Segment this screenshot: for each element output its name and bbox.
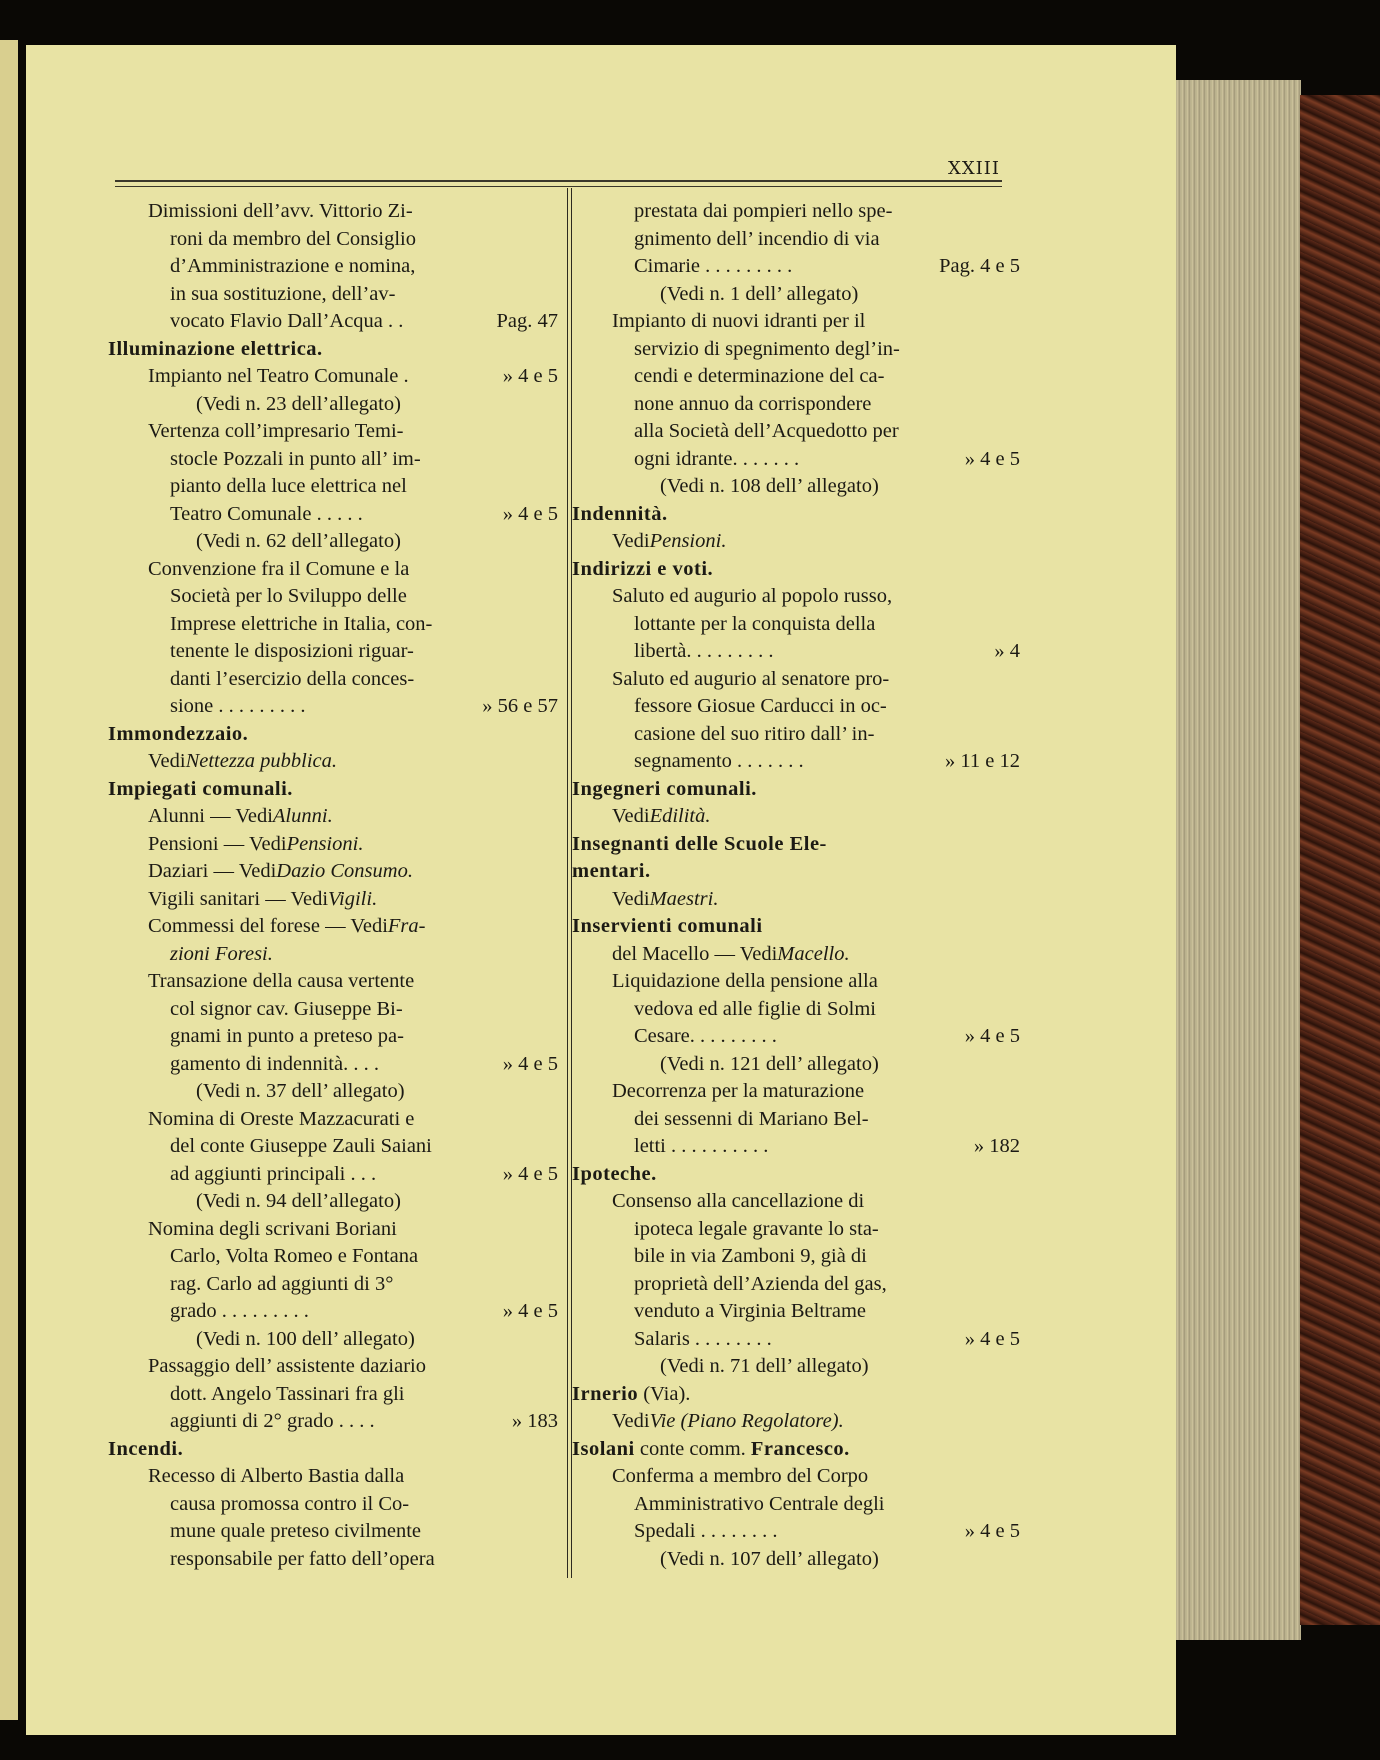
index-line xyxy=(108,501,558,529)
allegato-note xyxy=(108,528,558,556)
index-line xyxy=(108,308,558,336)
page-reference: » 183 xyxy=(511,1410,558,1432)
line-text: gnimento dell’ incendio di via xyxy=(634,227,880,250)
line-text: Ingegneri comunali. xyxy=(572,777,757,800)
index-line xyxy=(108,1051,558,1079)
index-line xyxy=(572,253,1020,281)
index-line xyxy=(572,391,1020,419)
index-line xyxy=(572,583,1020,611)
line-text: casione del suo ritiro dall’ in- xyxy=(634,722,875,745)
index-line xyxy=(572,721,1020,749)
line-text: fessore Giosue Carducci in oc- xyxy=(634,695,887,717)
index-line xyxy=(572,968,1020,996)
line-text: venduto a Virginia Beltrame xyxy=(634,1300,866,1322)
index-heading xyxy=(572,501,1020,529)
allegato-note xyxy=(572,281,1020,309)
line-text: tenente le disposizioni riguar- xyxy=(170,640,414,662)
line-text: Vedi xyxy=(612,887,650,910)
line-text: Recesso di Alberto Bastia dalla xyxy=(148,1465,405,1487)
index-heading xyxy=(572,913,1020,941)
line-text: Vertenza coll’impresario Temi- xyxy=(148,420,404,442)
index-line xyxy=(572,886,1020,914)
line-text: Cimarie . . . . . . . . . xyxy=(634,255,793,277)
page-reference: » 4 e 5 xyxy=(964,1327,1020,1350)
page-reference: » 182 xyxy=(973,1135,1020,1157)
line-text: vocato Flavio Dall’Acqua . . xyxy=(170,310,404,332)
index-heading xyxy=(108,776,558,804)
line-text: libertà. . . . . . . . . xyxy=(634,640,774,662)
index-heading xyxy=(572,556,1020,584)
index-line xyxy=(108,1023,558,1051)
line-text: Alunni — Vedi xyxy=(148,805,273,827)
index-line xyxy=(108,556,558,584)
index-line xyxy=(108,858,558,886)
line-text: responsabile per fatto dell’opera xyxy=(170,1547,435,1570)
page-number: XXIII xyxy=(948,158,1000,179)
index-heading xyxy=(572,1436,1020,1464)
cross-reference: Dazio Consumo. xyxy=(276,860,413,882)
index-line xyxy=(108,803,558,831)
index-line xyxy=(108,446,558,474)
line-plain-text: (Via). xyxy=(638,1382,691,1405)
allegato-note xyxy=(108,391,558,419)
line-text: alla Società dell’Acquedotto per xyxy=(634,420,899,442)
index-line xyxy=(572,1106,1020,1134)
index-line xyxy=(108,253,558,281)
line-text: Saluto ed augurio al senatore pro- xyxy=(612,667,890,690)
line-text: Amministrativo Centrale degli xyxy=(634,1492,885,1515)
index-heading xyxy=(572,858,1020,886)
index-line xyxy=(108,1243,558,1271)
line-text: Spedali . . . . . . . . xyxy=(634,1520,778,1542)
line-text: (Vedi n. 108 dell’ allegato) xyxy=(660,475,879,497)
index-line xyxy=(572,748,1020,776)
page-stack-edge xyxy=(1176,80,1301,1640)
line-text: danti l’esercizio della conces- xyxy=(170,667,415,690)
line-text: dott. Angelo Tassinari fra gli xyxy=(170,1382,405,1405)
line-text: Teatro Comunale . . . . . xyxy=(170,502,363,525)
line-text: del conte Giuseppe Zauli Saiani xyxy=(170,1135,432,1157)
line-text: Liquidazione della pensione alla xyxy=(612,970,878,992)
line-text: Cesare. . . . . . . . . xyxy=(634,1025,777,1047)
index-line xyxy=(108,1546,558,1574)
cross-reference: Alunni. xyxy=(272,805,333,827)
index-line xyxy=(572,1271,1020,1299)
index-line xyxy=(572,1243,1020,1271)
allegato-note xyxy=(108,1326,558,1354)
index-line xyxy=(108,666,558,694)
cross-reference: Pensioni. xyxy=(649,530,727,552)
index-line xyxy=(572,1408,1020,1436)
index-line xyxy=(108,1216,558,1244)
line-text: ogni idrante. . . . . . . xyxy=(634,447,800,470)
index-line xyxy=(108,226,558,254)
line-text: roni da membro del Consiglio xyxy=(170,227,416,250)
index-line xyxy=(572,666,1020,694)
index-line xyxy=(572,226,1020,254)
index-line xyxy=(108,1133,558,1161)
line-text: Impianto di nuovi idranti per il xyxy=(612,310,866,332)
line-text: Commessi del forese — Vedi xyxy=(148,915,388,937)
index-line xyxy=(108,693,558,721)
index-line xyxy=(572,1023,1020,1051)
line-text: causa promossa contro il Co- xyxy=(170,1492,410,1515)
line-text: Nomina di Oreste Mazzacurati e xyxy=(148,1107,415,1130)
index-line xyxy=(108,941,558,969)
index-line xyxy=(572,1078,1020,1106)
line-text: (Vedi n. 1 dell’ allegato) xyxy=(660,282,859,305)
index-line xyxy=(572,693,1020,721)
cross-reference: Fra- xyxy=(387,915,426,937)
line-text: Imprese elettriche in Italia, con- xyxy=(170,612,433,635)
cross-reference: Edilità. xyxy=(649,805,711,827)
line-text: Insegnanti delle Scuole Ele- xyxy=(572,832,827,855)
allegato-note xyxy=(572,1353,1020,1381)
page-reference: » 4 e 5 xyxy=(502,502,558,525)
marbled-cover xyxy=(1300,95,1380,1625)
index-heading xyxy=(108,1436,558,1464)
index-heading xyxy=(108,336,558,364)
index-line xyxy=(108,281,558,309)
index-line xyxy=(108,363,558,391)
page-reference: » 4 e 5 xyxy=(964,447,1020,470)
page-reference: » 56 e 57 xyxy=(482,695,558,717)
line-text: mune quale preteso civilmente xyxy=(170,1520,422,1542)
cross-reference: Nettezza pubblica. xyxy=(185,750,338,772)
line-text: segnamento . . . . . . . xyxy=(634,750,804,772)
index-line xyxy=(572,1463,1020,1491)
line-text: Daziari — Vedi xyxy=(148,860,277,882)
line-text: Vedi xyxy=(612,530,650,552)
line-text: (Vedi n. 62 dell’allegato) xyxy=(196,530,401,552)
line-text: Illuminazione elettrica. xyxy=(108,337,323,360)
line-text: Inservienti comunali xyxy=(572,915,763,937)
line-text: vedova ed alle figlie di Solmi xyxy=(634,997,876,1020)
line-text: Saluto ed augurio al popolo russo, xyxy=(612,585,893,607)
line-text: (Vedi n. 107 dell’ allegato) xyxy=(660,1547,879,1570)
line-bold-text: Francesco. xyxy=(750,1437,850,1460)
line-text: Indennità. xyxy=(572,502,668,525)
line-text: Impiegati comunali. xyxy=(108,777,293,800)
index-line xyxy=(108,1106,558,1134)
allegato-note xyxy=(572,473,1020,501)
line-text: (Vedi n. 94 dell’allegato) xyxy=(196,1190,401,1212)
index-heading xyxy=(572,831,1020,859)
line-text: Società per lo Sviluppo delle xyxy=(170,585,407,607)
index-line xyxy=(572,1491,1020,1519)
index-line xyxy=(108,886,558,914)
cross-reference: Macello. xyxy=(777,942,850,965)
index-line xyxy=(572,1518,1020,1546)
page-reference: Pag. 4 e 5 xyxy=(939,255,1020,277)
page-reference: » 11 e 12 xyxy=(945,750,1020,772)
index-line xyxy=(572,198,1020,226)
line-text: stocle Pozzali in punto all’ im- xyxy=(170,447,421,470)
line-text: grado . . . . . . . . . xyxy=(170,1300,309,1322)
line-text: Carlo, Volta Romeo e Fontana xyxy=(170,1245,419,1267)
line-text: Decorrenza per la maturazione xyxy=(612,1080,865,1102)
index-line xyxy=(108,638,558,666)
line-text: mentari. xyxy=(572,860,651,882)
index-line xyxy=(108,1408,558,1436)
line-text: Dimissioni dell’avv. Vittorio Zi- xyxy=(148,200,413,222)
line-text: ipoteca legale gravante lo sta- xyxy=(634,1217,879,1240)
index-line xyxy=(572,941,1020,969)
page-reference: » 4 e 5 xyxy=(964,1520,1020,1542)
page-reference: » 4 e 5 xyxy=(502,1052,558,1075)
index-line xyxy=(108,1271,558,1299)
index-line xyxy=(108,1353,558,1381)
line-plain-text: conte comm. xyxy=(634,1437,751,1460)
right-column xyxy=(572,198,1020,1573)
allegato-note xyxy=(572,1546,1020,1574)
index-line xyxy=(108,473,558,501)
index-line xyxy=(572,446,1020,474)
index-line xyxy=(108,1491,558,1519)
allegato-note xyxy=(108,1188,558,1216)
index-heading xyxy=(572,776,1020,804)
index-line xyxy=(108,1518,558,1546)
index-line xyxy=(108,968,558,996)
line-text: Salaris . . . . . . . . xyxy=(634,1327,772,1350)
line-text: Indirizzi e voti. xyxy=(572,557,714,580)
index-line xyxy=(572,418,1020,446)
line-text: Ipoteche. xyxy=(572,1162,657,1185)
index-line xyxy=(572,528,1020,556)
line-text: bile in via Zamboni 9, già di xyxy=(634,1245,867,1267)
left-column xyxy=(108,198,558,1573)
line-text: d’Amministrazione e nomina, xyxy=(170,255,416,277)
line-text: del Macello — Vedi xyxy=(612,942,778,965)
index-line xyxy=(572,1326,1020,1354)
line-text: cendi e determinazione del ca- xyxy=(634,365,885,387)
page-reference: » 4 e 5 xyxy=(502,365,558,387)
line-text: none annuo da corrispondere xyxy=(634,392,872,415)
header-rule xyxy=(115,180,1002,187)
index-line xyxy=(108,1463,558,1491)
index-line xyxy=(108,1381,558,1409)
line-text: Irnerio xyxy=(572,1382,639,1405)
index-line xyxy=(108,913,558,941)
line-text: (Vedi n. 37 dell’ allegato) xyxy=(196,1080,405,1102)
line-text: Transazione della causa vertente xyxy=(148,970,415,992)
index-line xyxy=(108,996,558,1024)
cross-reference: Maestri. xyxy=(649,887,719,910)
index-line xyxy=(108,611,558,639)
previous-page-edge xyxy=(0,40,18,1720)
index-line xyxy=(108,1298,558,1326)
index-line xyxy=(108,1161,558,1189)
line-text: servizio di spegnimento degl’in- xyxy=(634,337,900,360)
index-line xyxy=(572,1216,1020,1244)
index-line xyxy=(572,1298,1020,1326)
line-text: letti . . . . . . . . . . xyxy=(634,1135,769,1157)
index-line xyxy=(572,611,1020,639)
line-text: Pensioni — Vedi xyxy=(148,832,287,855)
index-heading xyxy=(572,1161,1020,1189)
line-text: rag. Carlo ad aggiunti di 3° xyxy=(170,1272,394,1295)
line-text: Immondezzaio. xyxy=(108,722,249,745)
line-text: gnami in punto a preteso pa- xyxy=(170,1025,404,1047)
allegato-note xyxy=(572,1051,1020,1079)
line-text: gamento di indennità. . . . xyxy=(170,1052,379,1075)
line-text: aggiunti di 2° grado . . . . xyxy=(170,1410,375,1432)
line-text: Convenzione fra il Comune e la xyxy=(148,557,410,580)
cross-reference: Vigili. xyxy=(328,887,378,910)
line-text: Vigili sanitari — Vedi xyxy=(148,887,329,910)
line-text: Passaggio dell’ assistente daziario xyxy=(148,1355,427,1377)
index-line xyxy=(572,336,1020,364)
line-text: Incendi. xyxy=(108,1437,184,1460)
line-text: prestata dai pompieri nello spe- xyxy=(634,200,893,222)
page-reference: » 4 xyxy=(994,640,1020,662)
line-text: ad aggiunti principali . . . xyxy=(170,1162,377,1185)
index-line xyxy=(572,308,1020,336)
column-divider xyxy=(567,188,568,1578)
line-text: Consenso alla cancellazione di xyxy=(612,1190,865,1212)
page-reference: » 4 e 5 xyxy=(964,1025,1020,1047)
cross-reference: zioni Foresi. xyxy=(170,942,273,965)
line-text: (Vedi n. 71 dell’ allegato) xyxy=(660,1355,869,1377)
index-line xyxy=(108,418,558,446)
line-text: col signor cav. Giuseppe Bi- xyxy=(170,997,403,1020)
line-text: pianto della luce elettrica nel xyxy=(170,475,407,497)
index-line xyxy=(572,638,1020,666)
page-reference: Pag. 47 xyxy=(496,310,558,332)
line-text: Isolani xyxy=(572,1437,635,1460)
line-text: (Vedi n. 23 dell’allegato) xyxy=(196,392,401,415)
index-line xyxy=(572,996,1020,1024)
index-line xyxy=(108,583,558,611)
line-text: lottante per la conquista della xyxy=(634,612,876,635)
line-text: sione . . . . . . . . . xyxy=(170,695,306,717)
index-line xyxy=(572,803,1020,831)
index-line xyxy=(108,748,558,776)
page-reference: » 4 e 5 xyxy=(502,1162,558,1185)
line-text: Vedi xyxy=(148,750,186,772)
page-reference: » 4 e 5 xyxy=(502,1300,558,1322)
index-heading xyxy=(108,721,558,749)
line-text: Nomina degli scrivani Boriani xyxy=(148,1217,397,1240)
line-text: in sua sostituzione, dell’av- xyxy=(170,282,396,305)
line-text: (Vedi n. 100 dell’ allegato) xyxy=(196,1327,415,1350)
index-heading xyxy=(572,1381,1020,1409)
allegato-note xyxy=(108,1078,558,1106)
line-text: dei sessenni di Mariano Bel- xyxy=(634,1107,869,1130)
line-text: Vedi xyxy=(612,805,650,827)
cross-reference: Pensioni. xyxy=(286,832,364,855)
line-text: Vedi xyxy=(612,1410,650,1432)
index-line xyxy=(572,1188,1020,1216)
line-text: Conferma a membro del Corpo xyxy=(612,1465,869,1487)
index-line xyxy=(572,363,1020,391)
line-text: Impianto nel Teatro Comunale . xyxy=(148,365,409,387)
index-line xyxy=(572,1133,1020,1161)
index-line xyxy=(108,831,558,859)
line-text: proprietà dell’Azienda del gas, xyxy=(634,1272,887,1295)
cross-reference: Vie (Piano Regolatore). xyxy=(649,1410,844,1432)
index-line xyxy=(108,198,558,226)
line-text: (Vedi n. 121 dell’ allegato) xyxy=(660,1052,879,1075)
